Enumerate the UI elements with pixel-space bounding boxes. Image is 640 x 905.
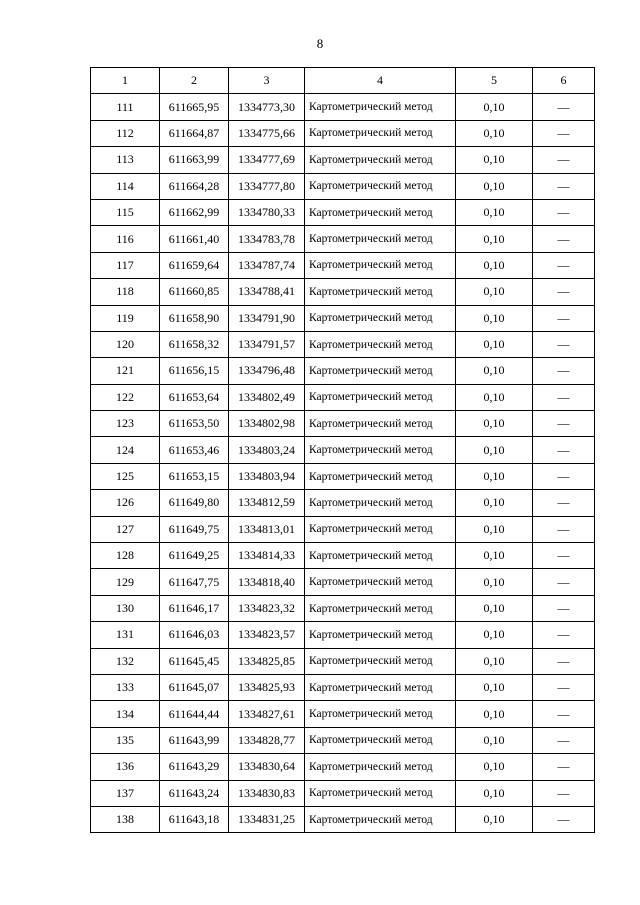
method-cell: Картометрический метод	[305, 437, 456, 463]
method-cell: Картометрический метод	[305, 674, 456, 700]
accuracy-cell: 0,10	[456, 516, 533, 542]
accuracy-cell: 0,10	[456, 199, 533, 225]
point-number-cell: 117	[91, 252, 160, 278]
accuracy-cell: 0,10	[456, 411, 533, 437]
y-coordinate-cell: 1334803,94	[229, 463, 305, 489]
note-cell: —	[533, 199, 595, 225]
method-cell: Картометрический метод	[305, 569, 456, 595]
table-row	[91, 463, 595, 489]
accuracy-cell: 0,10	[456, 94, 533, 120]
y-coordinate-cell: 1334787,74	[229, 252, 305, 278]
y-coordinate-cell: 1334791,57	[229, 331, 305, 357]
accuracy-cell: 0,10	[456, 252, 533, 278]
y-coordinate-cell: 1334783,78	[229, 226, 305, 252]
table-row	[91, 674, 595, 700]
method-cell: Картометрический метод	[305, 622, 456, 648]
x-coordinate-cell: 611645,07	[160, 674, 229, 700]
table-header	[91, 68, 595, 94]
method-cell: Картометрический метод	[305, 648, 456, 674]
accuracy-cell: 0,10	[456, 701, 533, 727]
x-coordinate-cell: 611646,03	[160, 622, 229, 648]
table-row	[91, 331, 595, 357]
table-row	[91, 622, 595, 648]
y-coordinate-cell: 1334818,40	[229, 569, 305, 595]
point-number-cell: 116	[91, 226, 160, 252]
point-number-cell: 134	[91, 701, 160, 727]
point-number-cell: 128	[91, 543, 160, 569]
x-coordinate-cell: 611656,15	[160, 358, 229, 384]
point-number-cell: 133	[91, 674, 160, 700]
method-cell: Картометрический метод	[305, 226, 456, 252]
note-cell: —	[533, 648, 595, 674]
table-row	[91, 120, 595, 146]
table-row	[91, 780, 595, 806]
note-cell: —	[533, 463, 595, 489]
y-coordinate-cell: 1334780,33	[229, 199, 305, 225]
point-number-cell: 130	[91, 595, 160, 621]
column-header: 2	[160, 68, 229, 94]
table-row	[91, 411, 595, 437]
note-cell: —	[533, 622, 595, 648]
x-coordinate-cell: 611653,50	[160, 411, 229, 437]
x-coordinate-cell: 611647,75	[160, 569, 229, 595]
y-coordinate-cell: 1334788,41	[229, 279, 305, 305]
table-row	[91, 147, 595, 173]
column-header: 5	[456, 68, 533, 94]
accuracy-cell: 0,10	[456, 358, 533, 384]
method-cell: Картометрический метод	[305, 780, 456, 806]
table-row	[91, 384, 595, 410]
method-cell: Картометрический метод	[305, 358, 456, 384]
x-coordinate-cell: 611644,44	[160, 701, 229, 727]
page-number: 8	[316, 36, 324, 51]
x-coordinate-cell: 611659,64	[160, 252, 229, 278]
y-coordinate-cell: 1334791,90	[229, 305, 305, 331]
note-cell: —	[533, 516, 595, 542]
accuracy-cell: 0,10	[456, 622, 533, 648]
accuracy-cell: 0,10	[456, 595, 533, 621]
x-coordinate-cell: 611658,32	[160, 331, 229, 357]
note-cell: —	[533, 305, 595, 331]
x-coordinate-cell: 611653,46	[160, 437, 229, 463]
x-coordinate-cell: 611643,18	[160, 806, 229, 832]
y-coordinate-cell: 1334823,57	[229, 622, 305, 648]
accuracy-cell: 0,10	[456, 437, 533, 463]
column-header: 1	[91, 68, 160, 94]
y-coordinate-cell: 1334830,64	[229, 754, 305, 780]
method-cell: Картометрический метод	[305, 173, 456, 199]
x-coordinate-cell: 611665,95	[160, 94, 229, 120]
y-coordinate-cell: 1334830,83	[229, 780, 305, 806]
accuracy-cell: 0,10	[456, 754, 533, 780]
note-cell: —	[533, 780, 595, 806]
y-coordinate-cell: 1334803,24	[229, 437, 305, 463]
accuracy-cell: 0,10	[456, 279, 533, 305]
accuracy-cell: 0,10	[456, 806, 533, 832]
x-coordinate-cell: 611643,29	[160, 754, 229, 780]
x-coordinate-cell: 611660,85	[160, 279, 229, 305]
x-coordinate-cell: 611645,45	[160, 648, 229, 674]
note-cell: —	[533, 806, 595, 832]
y-coordinate-cell: 1334812,59	[229, 490, 305, 516]
method-cell: Картометрический метод	[305, 147, 456, 173]
y-coordinate-cell: 1334825,85	[229, 648, 305, 674]
accuracy-cell: 0,10	[456, 780, 533, 806]
point-number-cell: 124	[91, 437, 160, 463]
table-row	[91, 543, 595, 569]
method-cell: Картометрический метод	[305, 463, 456, 489]
accuracy-cell: 0,10	[456, 147, 533, 173]
table-row	[91, 358, 595, 384]
method-cell: Картометрический метод	[305, 516, 456, 542]
table-row	[91, 701, 595, 727]
y-coordinate-cell: 1334802,49	[229, 384, 305, 410]
table-row	[91, 806, 595, 832]
point-number-cell: 122	[91, 384, 160, 410]
point-number-cell: 118	[91, 279, 160, 305]
y-coordinate-cell: 1334777,80	[229, 173, 305, 199]
y-coordinate-cell: 1334825,93	[229, 674, 305, 700]
method-cell: Картометрический метод	[305, 806, 456, 832]
note-cell: —	[533, 411, 595, 437]
accuracy-cell: 0,10	[456, 648, 533, 674]
method-cell: Картометрический метод	[305, 384, 456, 410]
point-number-cell: 137	[91, 780, 160, 806]
column-header: 4	[305, 68, 456, 94]
method-cell: Картометрический метод	[305, 411, 456, 437]
point-number-cell: 112	[91, 120, 160, 146]
accuracy-cell: 0,10	[456, 463, 533, 489]
method-cell: Картометрический метод	[305, 279, 456, 305]
note-cell: —	[533, 490, 595, 516]
point-number-cell: 115	[91, 199, 160, 225]
x-coordinate-cell: 611643,99	[160, 727, 229, 753]
method-cell: Картометрический метод	[305, 305, 456, 331]
accuracy-cell: 0,10	[456, 490, 533, 516]
note-cell: —	[533, 279, 595, 305]
accuracy-cell: 0,10	[456, 674, 533, 700]
method-cell: Картометрический метод	[305, 595, 456, 621]
table-row	[91, 648, 595, 674]
note-cell: —	[533, 331, 595, 357]
accuracy-cell: 0,10	[456, 173, 533, 199]
note-cell: —	[533, 543, 595, 569]
note-cell: —	[533, 226, 595, 252]
x-coordinate-cell: 611664,87	[160, 120, 229, 146]
note-cell: —	[533, 384, 595, 410]
coordinates-table	[90, 67, 595, 833]
table-row	[91, 569, 595, 595]
method-cell: Картометрический метод	[305, 754, 456, 780]
accuracy-cell: 0,10	[456, 120, 533, 146]
note-cell: —	[533, 147, 595, 173]
column-header: 3	[229, 68, 305, 94]
note-cell: —	[533, 701, 595, 727]
method-cell: Картометрический метод	[305, 543, 456, 569]
note-cell: —	[533, 173, 595, 199]
method-cell: Картометрический метод	[305, 94, 456, 120]
accuracy-cell: 0,10	[456, 226, 533, 252]
y-coordinate-cell: 1334773,30	[229, 94, 305, 120]
y-coordinate-cell: 1334827,61	[229, 701, 305, 727]
table-row	[91, 252, 595, 278]
column-header: 6	[533, 68, 595, 94]
point-number-cell: 111	[91, 94, 160, 120]
point-number-cell: 132	[91, 648, 160, 674]
note-cell: —	[533, 595, 595, 621]
accuracy-cell: 0,10	[456, 543, 533, 569]
note-cell: —	[533, 252, 595, 278]
point-number-cell: 120	[91, 331, 160, 357]
y-coordinate-cell: 1334828,77	[229, 727, 305, 753]
x-coordinate-cell: 611653,64	[160, 384, 229, 410]
accuracy-cell: 0,10	[456, 727, 533, 753]
y-coordinate-cell: 1334775,66	[229, 120, 305, 146]
note-cell: —	[533, 727, 595, 753]
point-number-cell: 123	[91, 411, 160, 437]
point-number-cell: 113	[91, 147, 160, 173]
point-number-cell: 125	[91, 463, 160, 489]
x-coordinate-cell: 611653,15	[160, 463, 229, 489]
table-row	[91, 595, 595, 621]
method-cell: Картометрический метод	[305, 120, 456, 146]
point-number-cell: 127	[91, 516, 160, 542]
x-coordinate-cell: 611643,24	[160, 780, 229, 806]
x-coordinate-cell: 611649,75	[160, 516, 229, 542]
y-coordinate-cell: 1334813,01	[229, 516, 305, 542]
note-cell: —	[533, 569, 595, 595]
note-cell: —	[533, 754, 595, 780]
point-number-cell: 119	[91, 305, 160, 331]
accuracy-cell: 0,10	[456, 305, 533, 331]
x-coordinate-cell: 611646,17	[160, 595, 229, 621]
table-row	[91, 490, 595, 516]
y-coordinate-cell: 1334823,32	[229, 595, 305, 621]
x-coordinate-cell: 611662,99	[160, 199, 229, 225]
y-coordinate-cell: 1334796,48	[229, 358, 305, 384]
note-cell: —	[533, 120, 595, 146]
point-number-cell: 138	[91, 806, 160, 832]
table-row	[91, 305, 595, 331]
table-body	[91, 94, 595, 833]
x-coordinate-cell: 611661,40	[160, 226, 229, 252]
table-row	[91, 94, 595, 120]
method-cell: Картометрический метод	[305, 727, 456, 753]
point-number-cell: 126	[91, 490, 160, 516]
x-coordinate-cell: 611658,90	[160, 305, 229, 331]
point-number-cell: 129	[91, 569, 160, 595]
y-coordinate-cell: 1334802,98	[229, 411, 305, 437]
point-number-cell: 114	[91, 173, 160, 199]
x-coordinate-cell: 611664,28	[160, 173, 229, 199]
table-row	[91, 173, 595, 199]
accuracy-cell: 0,10	[456, 331, 533, 357]
y-coordinate-cell: 1334831,25	[229, 806, 305, 832]
table-row	[91, 516, 595, 542]
method-cell: Картометрический метод	[305, 701, 456, 727]
x-coordinate-cell: 611649,80	[160, 490, 229, 516]
y-coordinate-cell: 1334814,33	[229, 543, 305, 569]
table-row	[91, 727, 595, 753]
note-cell: —	[533, 94, 595, 120]
x-coordinate-cell: 611663,99	[160, 147, 229, 173]
table-row	[91, 279, 595, 305]
point-number-cell: 121	[91, 358, 160, 384]
point-number-cell: 131	[91, 622, 160, 648]
point-number-cell: 135	[91, 727, 160, 753]
table-row	[91, 437, 595, 463]
method-cell: Картометрический метод	[305, 331, 456, 357]
method-cell: Картометрический метод	[305, 199, 456, 225]
note-cell: —	[533, 358, 595, 384]
table-row	[91, 754, 595, 780]
point-number-cell: 136	[91, 754, 160, 780]
table-row	[91, 226, 595, 252]
method-cell: Картометрический метод	[305, 252, 456, 278]
method-cell: Картометрический метод	[305, 490, 456, 516]
note-cell: —	[533, 674, 595, 700]
header-row	[91, 68, 595, 94]
accuracy-cell: 0,10	[456, 384, 533, 410]
accuracy-cell: 0,10	[456, 569, 533, 595]
y-coordinate-cell: 1334777,69	[229, 147, 305, 173]
table-row	[91, 199, 595, 225]
note-cell: —	[533, 437, 595, 463]
x-coordinate-cell: 611649,25	[160, 543, 229, 569]
